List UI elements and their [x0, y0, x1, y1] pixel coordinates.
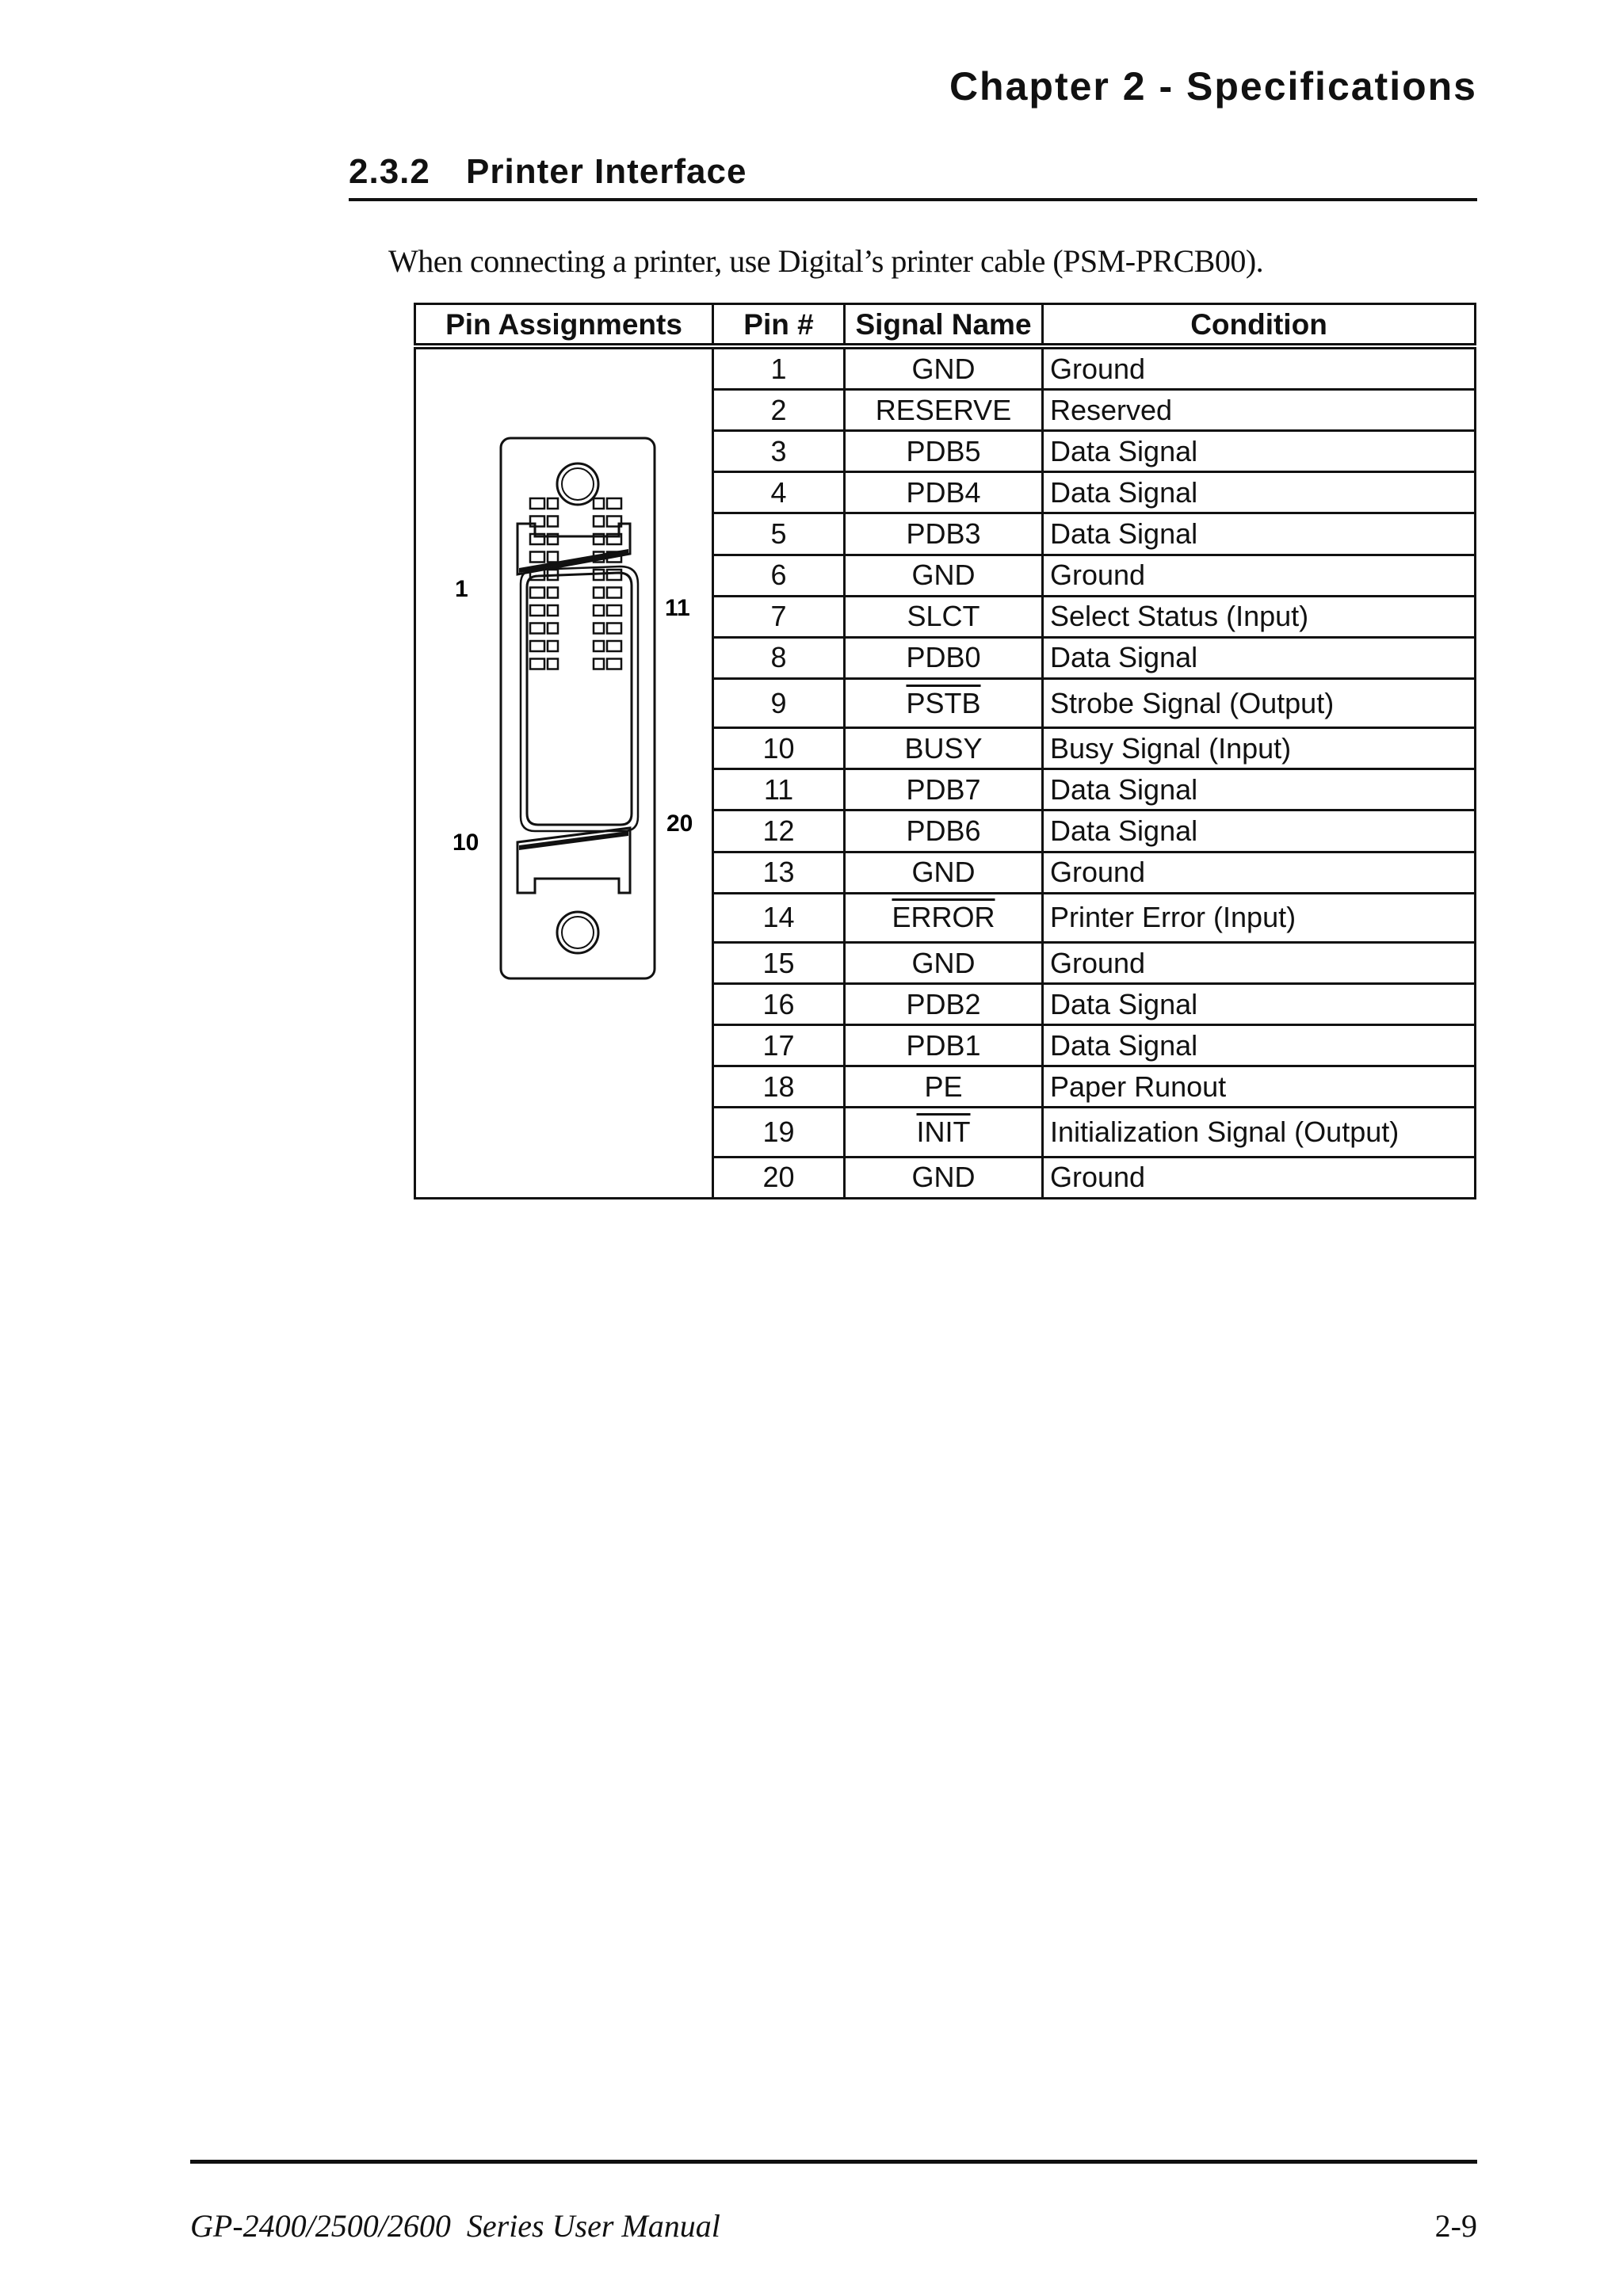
footer-manual-title: GP-2400/2500/2600 Series User Manual — [190, 2208, 720, 2244]
signal-name — [845, 390, 1043, 431]
pin-number: 11 — [713, 769, 845, 810]
condition: Ground — [1043, 555, 1476, 596]
signal-name — [845, 596, 1043, 637]
footer-page-number: 2-9 — [1434, 2208, 1477, 2244]
condition: Data Signal — [1043, 769, 1476, 810]
signal-name — [845, 852, 1043, 893]
signal-name-text: PE — [924, 1070, 963, 1103]
condition: Data Signal — [1043, 513, 1476, 555]
pin-number: 17 — [713, 1025, 845, 1066]
signal-name-text: PDB6 — [906, 814, 981, 848]
pin-number: 13 — [713, 852, 845, 893]
signal-name-text: PDB3 — [906, 517, 981, 551]
signal-name-text: BUSY — [904, 731, 983, 765]
pin-number: 15 — [713, 943, 845, 984]
condition: Data Signal — [1043, 810, 1476, 852]
connector-label-11: 11 — [665, 595, 690, 621]
signal-name — [845, 637, 1043, 678]
pin-number: 12 — [713, 810, 845, 852]
signal-name — [845, 1025, 1043, 1066]
chapter-header: Chapter 2 - Specifications — [949, 64, 1477, 109]
pin-number: 2 — [713, 390, 845, 431]
condition: Strobe Signal (Output) — [1043, 678, 1476, 727]
condition: Select Status (Input) — [1043, 596, 1476, 637]
condition: Paper Runout — [1043, 1066, 1476, 1108]
condition: Reserved — [1043, 390, 1476, 431]
signal-name-text: PDB7 — [906, 772, 981, 806]
signal-name — [845, 1108, 1043, 1157]
pin-number: 8 — [713, 637, 845, 678]
pin-number: 6 — [713, 555, 845, 596]
signal-name-text: GND — [911, 856, 976, 889]
signal-name-text: GND — [911, 1161, 976, 1194]
pin-number: 16 — [713, 984, 845, 1025]
signal-name-text: PSTB — [906, 686, 981, 719]
condition: Ground — [1043, 943, 1476, 984]
signal-name — [845, 984, 1043, 1025]
intro-text: When connecting a printer, use Digital’s printer cable (PSM-PRCB00). — [388, 243, 1264, 279]
table-row — [415, 346, 1476, 390]
condition: Initialization Signal (Output) — [1043, 1108, 1476, 1157]
header-signal-name: Signal Name — [845, 304, 1043, 347]
signal-name — [845, 893, 1043, 942]
footer-rule — [190, 2160, 1477, 2164]
pin-number: 5 — [713, 513, 845, 555]
signal-name — [845, 1066, 1043, 1108]
pin-number: 20 — [713, 1157, 845, 1198]
table-body — [415, 346, 1476, 1199]
signal-name — [845, 555, 1043, 596]
signal-name — [845, 346, 1043, 390]
signal-name-text: SLCT — [907, 600, 980, 633]
condition: Data Signal — [1043, 984, 1476, 1025]
section-number: 2.3.2 — [349, 152, 430, 191]
signal-name-text: INIT — [916, 1116, 971, 1149]
header-condition: Condition — [1043, 304, 1476, 347]
connector-label-1: 1 — [455, 576, 468, 602]
signal-name-text: PDB1 — [906, 1028, 981, 1062]
signal-name — [845, 431, 1043, 472]
pin-assignment-diagram-cell — [415, 346, 713, 1199]
table-header-row — [415, 304, 1476, 347]
condition: Data Signal — [1043, 472, 1476, 513]
signal-name-text: GND — [911, 946, 976, 979]
pin-number: 3 — [713, 431, 845, 472]
signal-name-text: PDB2 — [906, 987, 981, 1020]
signal-name — [845, 810, 1043, 852]
condition: Ground — [1043, 852, 1476, 893]
section-title: Printer Interface — [466, 152, 747, 191]
pin-number: 10 — [713, 728, 845, 769]
pin-number: 9 — [713, 678, 845, 727]
signal-name-text: PDB5 — [906, 434, 981, 467]
signal-name — [845, 943, 1043, 984]
connector-diagram — [416, 349, 709, 1197]
header-pin-assignments: Pin Assignments — [415, 304, 713, 347]
signal-name-text: ERROR — [892, 901, 995, 934]
condition: Printer Error (Input) — [1043, 893, 1476, 942]
connector-label-10: 10 — [453, 830, 479, 856]
signal-name — [845, 678, 1043, 727]
pin-number: 19 — [713, 1108, 845, 1157]
connector-label-20: 20 — [666, 810, 693, 837]
pin-grid — [530, 498, 621, 669]
condition: Data Signal — [1043, 431, 1476, 472]
pin-number: 7 — [713, 596, 845, 637]
pin-number: 4 — [713, 472, 845, 513]
pin-number: 18 — [713, 1066, 845, 1108]
signal-name — [845, 513, 1043, 555]
pin-number: 14 — [713, 893, 845, 942]
top-screw-hole-icon — [557, 463, 598, 505]
pin-number: 1 — [713, 346, 845, 390]
condition: Busy Signal (Input) — [1043, 728, 1476, 769]
signal-name-text: PDB0 — [906, 641, 981, 674]
signal-name — [845, 472, 1043, 513]
signal-name — [845, 769, 1043, 810]
signal-name-text: GND — [911, 352, 976, 385]
signal-name — [845, 728, 1043, 769]
header-pin-number: Pin # — [713, 304, 845, 347]
signal-name-text: GND — [911, 559, 976, 592]
section-rule — [349, 198, 1477, 201]
bottom-screw-hole-icon — [557, 912, 598, 953]
signal-name-text: PDB4 — [906, 475, 981, 509]
condition: Data Signal — [1043, 1025, 1476, 1066]
pin-housing — [527, 573, 632, 825]
condition: Ground — [1043, 346, 1476, 390]
signal-name-text: RESERVE — [875, 393, 1012, 426]
condition: Data Signal — [1043, 637, 1476, 678]
condition: Ground — [1043, 1157, 1476, 1198]
section-heading — [349, 152, 747, 192]
pin-assignment-table — [414, 303, 1476, 1199]
signal-name — [845, 1157, 1043, 1198]
